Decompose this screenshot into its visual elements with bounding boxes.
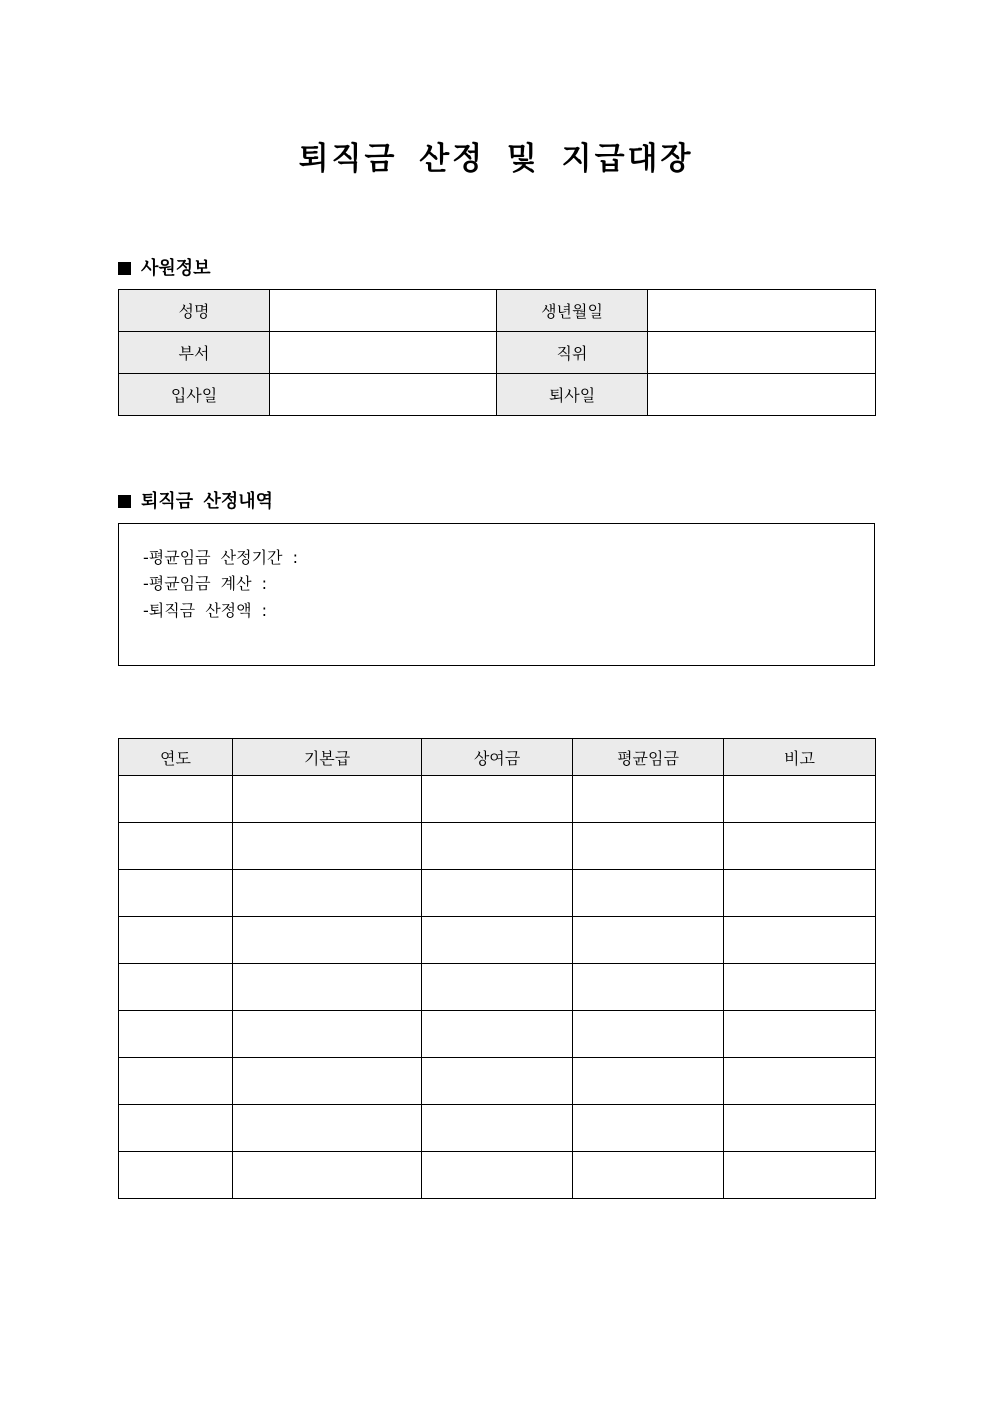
calc-line-avg-wage-period: -평균임금 산정기간 : (143, 548, 298, 567)
average-wage-cell[interactable] (573, 776, 724, 823)
name-label: 성명 (119, 290, 270, 332)
base-pay-cell[interactable] (233, 870, 422, 917)
table-row (119, 776, 876, 823)
resign-date-label: 퇴사일 (497, 374, 648, 416)
square-bullet-icon (118, 495, 131, 508)
year-cell[interactable] (119, 917, 233, 964)
average-wage-cell[interactable] (573, 964, 724, 1011)
table-row (119, 290, 876, 332)
average-wage-cell[interactable] (573, 1105, 724, 1152)
year-cell[interactable] (119, 1058, 233, 1105)
name-field[interactable] (270, 290, 497, 332)
average-wage-cell[interactable] (573, 823, 724, 870)
base-pay-cell[interactable] (233, 964, 422, 1011)
remarks-cell[interactable] (724, 776, 876, 823)
table-row (119, 1058, 876, 1105)
year-cell[interactable] (119, 1011, 233, 1058)
calc-line-avg-wage-calc: -평균임금 계산 : (143, 574, 268, 593)
average-wage-cell[interactable] (573, 870, 724, 917)
base-pay-cell[interactable] (233, 776, 422, 823)
year-cell[interactable] (119, 870, 233, 917)
document-title: 퇴직금 산정 및 지급대장 (298, 141, 694, 177)
hire-date-field[interactable] (270, 374, 497, 416)
table-row (119, 870, 876, 917)
yearly-wage-table (118, 738, 876, 1199)
base-pay-cell[interactable] (233, 1105, 422, 1152)
table-header-row (119, 739, 876, 776)
column-header-average-wage: 평균임금 (573, 739, 724, 776)
section-severance-calc-label: 퇴직금 산정내역 (141, 491, 273, 512)
base-pay-cell[interactable] (233, 1011, 422, 1058)
average-wage-cell[interactable] (573, 1058, 724, 1105)
table-row (119, 374, 876, 416)
hire-date-label: 입사일 (119, 374, 270, 416)
section-employee-info-heading (118, 254, 211, 280)
table-row (119, 964, 876, 1011)
birthdate-label: 생년월일 (497, 290, 648, 332)
position-label: 직위 (497, 332, 648, 374)
bonus-cell[interactable] (422, 1058, 573, 1105)
severance-calc-box[interactable] (118, 523, 875, 666)
table-row (119, 1011, 876, 1058)
bonus-cell[interactable] (422, 1011, 573, 1058)
birthdate-field[interactable] (648, 290, 876, 332)
calc-line-severance-amount: -퇴직금 산정액 : (143, 601, 268, 620)
average-wage-cell[interactable] (573, 1011, 724, 1058)
bonus-cell[interactable] (422, 823, 573, 870)
position-field[interactable] (648, 332, 876, 374)
department-label: 부서 (119, 332, 270, 374)
year-cell[interactable] (119, 1152, 233, 1199)
table-row (119, 1105, 876, 1152)
remarks-cell[interactable] (724, 964, 876, 1011)
base-pay-cell[interactable] (233, 1152, 422, 1199)
bonus-cell[interactable] (422, 776, 573, 823)
remarks-cell[interactable] (724, 870, 876, 917)
year-cell[interactable] (119, 776, 233, 823)
section-severance-calc-heading (118, 487, 273, 513)
base-pay-cell[interactable] (233, 1058, 422, 1105)
remarks-cell[interactable] (724, 823, 876, 870)
average-wage-cell[interactable] (573, 1152, 724, 1199)
department-field[interactable] (270, 332, 497, 374)
table-row (119, 823, 876, 870)
table-row (119, 917, 876, 964)
year-cell[interactable] (119, 964, 233, 1011)
year-cell[interactable] (119, 1105, 233, 1152)
bonus-cell[interactable] (422, 1152, 573, 1199)
bonus-cell[interactable] (422, 917, 573, 964)
year-cell[interactable] (119, 823, 233, 870)
square-bullet-icon (118, 262, 131, 275)
employee-info-table (118, 289, 876, 416)
remarks-cell[interactable] (724, 1152, 876, 1199)
bonus-cell[interactable] (422, 964, 573, 1011)
column-header-year: 연도 (119, 739, 233, 776)
table-row (119, 332, 876, 374)
base-pay-cell[interactable] (233, 917, 422, 964)
table-row (119, 1152, 876, 1199)
column-header-remarks: 비고 (724, 739, 876, 776)
base-pay-cell[interactable] (233, 823, 422, 870)
column-header-base-pay: 기본급 (233, 739, 422, 776)
remarks-cell[interactable] (724, 917, 876, 964)
bonus-cell[interactable] (422, 1105, 573, 1152)
column-header-bonus: 상여금 (422, 739, 573, 776)
section-employee-info-label: 사원정보 (141, 258, 211, 279)
bonus-cell[interactable] (422, 870, 573, 917)
remarks-cell[interactable] (724, 1105, 876, 1152)
resign-date-field[interactable] (648, 374, 876, 416)
remarks-cell[interactable] (724, 1011, 876, 1058)
remarks-cell[interactable] (724, 1058, 876, 1105)
average-wage-cell[interactable] (573, 917, 724, 964)
